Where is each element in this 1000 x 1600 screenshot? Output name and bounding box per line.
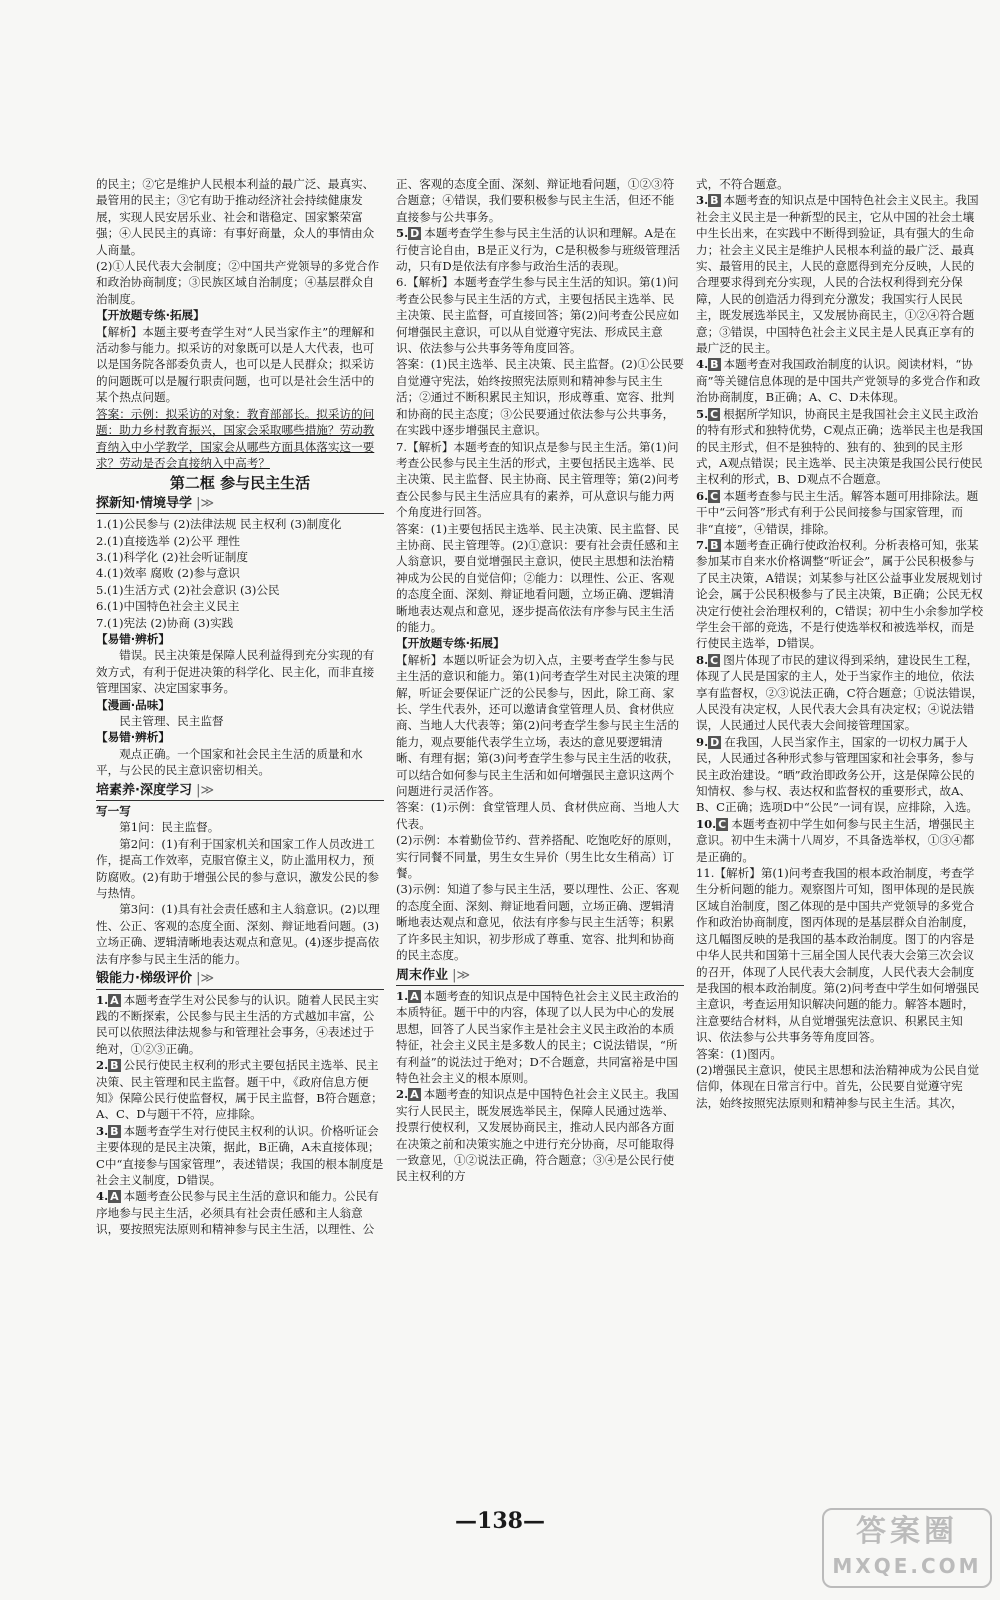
answer-text: 的民主；②它是维护人民根本利益的最广泛、最真实、最管用的民主；③它有助于推动经济社会持续健康发展，实现人民安居乐业、社会和谐稳定、国家繁荣富强；④人民民主的真谛：有事好商量，众人的事情由众人商量。 (96, 177, 375, 257)
section-tag: 【开放题专练·拓展】 (396, 636, 505, 651)
section-heading (396, 968, 684, 986)
analysis-text: 错误。民主决策是保障人民利益得到充分实现的有效方式，有利于促进决策的科学化、民主化，而非直接管理国家、决定国家事务。 (96, 648, 375, 696)
question-answer: 2. B 公民行使民主权利的形式主要包括民主选举、民主决策、民主管理和民主监督。题干中，《政府信息方便知》保障公民行使监督权，属于民主监督，B符合题意；A、C、D与题干不符，应排除。 (96, 1058, 383, 1122)
section-heading-text: 周末作业 (396, 967, 449, 983)
columns (96, 176, 984, 1506)
answer-text: (2)①人民代表大会制度；②中国共产党领导的多党合作和政治协商制度；③民族区域自治制度；④基层群众自治制度。 (96, 259, 380, 306)
answer-badge: A (110, 1190, 119, 1204)
answer-badge: B (710, 194, 719, 208)
answer-text: 式，不符合题意。 (696, 177, 789, 191)
list-item: 4.(1)效率 腐败 (2)参与意识 (96, 566, 241, 581)
answer-text: (3)示例：知道了参与民主生活，要以理性、公正、客观的态度全面、深刻、辩证地看问题，立场正确、逻辑清晰地表达观点和意见，依法有序参与民主生活等；积累了许多民主知识，初步形成了尊重、宽容、批判和协商的民主态度。 (396, 882, 680, 963)
list-item: 5.(1)生活方式 (2)社会意识 (3)公民 (96, 582, 280, 597)
answer-badge: C (710, 489, 719, 503)
analysis-text: 7.【解析】本题考查的知识点是参与民主生活。第(1)问考查公民参与民主生活的形式，主要包括民主选举、民主决策、民主监督、民主协商、民主管理等；第(2)问考查公民参与民主生活应具有的素养，可从意识与能力两个角度进行回答。 (396, 439, 680, 520)
analysis-text: 观点正确。一个国家和社会民主生活的质量和水平，与公民的民主意识密切相关。 (96, 746, 363, 778)
section-tag: 写一写 (96, 804, 131, 819)
chevron-right-icon: |≫ (191, 495, 215, 511)
question-answer: 8. C 图片体现了市民的建议得到采纳，建设民生工程，体现了人民是国家的主人，处于当家作主的地位，依法享有监督权，②③说法正确，C符合题意；①说法错误，人民没有决定权，人民代表大会具有决定权；④说法错误，人民通过人民代表大会间接管理国家。 (696, 652, 984, 733)
answer-badge: B (710, 538, 719, 552)
question-answer: 7. B 本题考查正确行使政治权利。分析表格可知，张某参加某市自来水价格调整“听证会”，属于公民积极参与了民主决策，A错误；刘某参与社区公益事业发展规划讨论会，属于公民积极参与了民主决策，B正确；公民无权决定行使社会治理权利的，C错误；初中生小余参加学校学生会干部的竞选，不是行使选举权和被选举权，而是行使民主选举，D错误。 (696, 537, 984, 651)
list-item: 3.(1)科学化 (2)社会听证制度 (96, 549, 248, 564)
answer-badge: D (710, 735, 720, 749)
answer-text: 答案：示例：拟采访的对象：教育部部长。拟采访的问题：助力乡村教育振兴，国家会采取哪些措施？劳动教育纳入中小学教学，国家会从哪些方面具体落实这一要求？劳动是否会直接纳入中高考？ (96, 406, 375, 470)
answer-text: (2)示例：本着勤俭节约、营养搭配、吃饱吃好的原则，实行同餐不同量，男生女生异价（男生比女生稍高）订餐。 (396, 833, 680, 881)
page-number: —138— (455, 1508, 545, 1534)
watermark-url: MXQE.COM (832, 1554, 982, 1578)
section-tag: 【漫画·品味】 (96, 697, 170, 712)
section-heading-text: 培素养·深度学习 (96, 782, 192, 798)
column-1 (96, 176, 384, 1506)
question-answer: 3. B 本题考查的知识点是中国特色社会主义民主。我国社会主义民主是一种新型的民主，它从中国的社会土壤中生长出来，在实践中不断得到验证，具有强大的生命力；社会主义民主是维护人民根本利益的最广泛、最真实、最管用的民主，人民的意愿得到充分反映，人民的合理要求得到充分实现，人民的合法权利得到充分保障，人民的创造活力得到充分激发；我国实行人民民主，既发展选举民主，又发展协商民主，①②④符合题意；③错误，中国特色社会主义民主是人民真正享有的最广泛的民主。 (696, 193, 979, 356)
answer-text: (2)增强民主意识，使民主思想和法治精神成为公民自觉信仰，体现在日常言行中。首先，公民要自觉遵守宪法，始终按照宪法原则和精神参与民主生活。其次， (696, 1062, 980, 1110)
question-answer: 2. A 本题考查的知识点是中国特色社会主义民主。我国实行人民民主，既发展选举民主，保障人民通过选举、投票行使权利，又发展协商民主，推动人民内部各方面在决策之前和决策实施之中进行充分协商，尽可能取得一致意见，①②说法正确，符合题意；③④是公民行使民主权利的方 (396, 1087, 679, 1184)
section-heading (96, 496, 384, 514)
answer-badge: A (410, 989, 419, 1003)
question-answer: 5. C 根据所学知识，协商民主是我国社会主义民主政治的特有形式和独特优势，C观点正确；选举民主也是我国的民主形式，但不是独特的、独有的、独到的民主形式，A观点错误；民主选举、民主决策是我国公民行使民主权利的形式，B、D观点不合题意。 (696, 406, 984, 487)
question-answer: 3. B 本题考查学生对行使民主权利的认识。价格听证会主要体现的是民主决策，据此，B正确，A未直接体现；C中“直接参与国家管理”，表述错误；我国的根本制度是社会主义制度，D错误。 (96, 1123, 384, 1187)
watermark-title: 答案圈 (856, 1514, 958, 1549)
answer-text: 答案：(1)图丙。 (696, 1046, 782, 1061)
column-3 (696, 176, 984, 1506)
answer-badge: C (710, 407, 719, 421)
answer-badge: D (410, 227, 420, 241)
answer-text: 答案：(1)民主选举、民主决策、民主监督。(2)①公民要自觉遵守宪法，始终按照宪法原则和精神参与民主生活；②通过不断积累民主知识，形成尊重、宽容、批判和协商的民主态度；③公民要通过依法参与公共事务，在实践中逐步增强民主意识。 (396, 357, 684, 438)
question-answer: 9. D 在我国，人民当家作主，国家的一切权力属于人民，人民通过各种形式参与管理国家和社会事务，参与民主政治建设。“晒”政治即政务公开，这是保障公民的知情权、参与权、表达权和监督权的重要形式，故A、B、C正确；选项D中“公民”一词有误，应排除，入选。 (696, 734, 979, 815)
answer-text: 答案：(1)示例：食堂管理人员、食材供应商、当地人大代表。 (396, 800, 680, 831)
column-2 (396, 176, 684, 1506)
answer-text: 第1问：民主监督。 (119, 820, 220, 835)
answer-badge: B (110, 1059, 119, 1073)
answer-text: 答案：(1)主要包括民主选举、民主决策、民主监督、民主协商、民主管理等。(2)①意识：要有社会责任感和主人翁意识，要自觉增强民主意识，使民主思想和法治精神成为公民的自觉信仰；②能力：以理性、公正、客观的态度全面、深刻、辩证地看问题，立场正确、逻辑清晰地表达观点和意见，逐步提高依法有序参与民主生活的能力。 (396, 521, 680, 634)
answer-badge: C (718, 817, 727, 831)
analysis-text: 6.【解析】本题考查学生参与民主生活的知识。第(1)问考查公民参与民主生活的方式，主要包括民主选举、民主决策、民主监督，可直接回答；第(2)问考查公民应如何增强民主意识，可以从自觉遵守宪法、形成民主意识、依法参与公共事务等角度回答。 (396, 275, 680, 356)
answer-text: 第3问：(1)具有社会责任感和主人翁意识。(2)以理性、公正、客观的态度全面、深刻、辩证地看问题。(3)立场正确、逻辑清晰地表达观点和意见。(4)逐步提高依法有序参与民主生活的能力。 (96, 902, 380, 966)
answer-text: 正、客观的态度全面、深刻、辩证地看问题，①②③符合题意；④错误，我们要积极参与民主生活，但还不能直接参与公共事务。 (396, 177, 675, 224)
question-answer: 5. D 本题考查学生参与民主生活的认识和理解。A是在行使言论自由，B是正义行为，C是积极参与班级管理活动，只有D是依法有序参与政治生活的表现。 (396, 226, 681, 274)
answer-text: 民主管理、民主监督 (119, 714, 224, 728)
chevron-right-icon: |≫ (191, 782, 215, 798)
list-item: 7.(1)宪法 (2)协商 (3)实践 (96, 615, 234, 630)
section-heading-text: 探新知·情境导学 (96, 495, 192, 511)
list-item: 2.(1)直接选举 (2)公平 理性 (96, 533, 241, 548)
question-answer: 10. C 本题考查初中学生如何参与民主生活，增强民主意识。初中生未满十八周岁，不具备选举权，①③④都是正确的。 (696, 816, 975, 864)
chapter-title: 第二框 参与民主生活 (169, 474, 311, 493)
answer-badge: B (710, 358, 719, 372)
question-answer: 4. B 本题考查对我国政治制度的认识。阅读材料，“协商”等关键信息体现的是中国共产党领导的多党合作和政治协商制度，B正确；A、C、D未体现。 (696, 357, 981, 405)
section-tag: 【易错·辨析】 (96, 730, 170, 745)
list-item: 1.(1)公民参与 (2)法律法规 民主权利 (3)制度化 (96, 517, 342, 532)
watermark-logo (822, 1508, 992, 1588)
section-heading (96, 783, 384, 801)
question-answer: 4. A 本题考查公民参与民主生活的意识和能力。公民有序地参与民主生活，必须具有社会责任感和主人翁意识，要按照宪法原则和精神参与民主生活，以理性、公 (96, 1189, 379, 1237)
question-answer: 1. A 本题考查学生对公民参与的认识。随着人民民主实践的不断探索，公民参与民主生活的方式越加丰富，公民可以依照法律法规参与和管理社会事务，④表述过于绝对，①②③正确。 (96, 992, 379, 1056)
analysis-text: 【解析】本题以听证会为切入点，主要考查学生参与民主生活的意识和能力。第(1)问考查学生对民主决策的理解，听证会要保证广泛的公民参与，因此，除工商、家长、学生代表外，还可以邀请食堂管理人员、食材供应商、当地人大代表等；第(2)问考查学生参与民主生活的能力，观点要能代表学生立场，表达的意见要逻辑清晰、有理有据；第(3)问考查学生参与民主生活的收获，可以结合如何参与民主生活和如何增强民主意识这两个问题进行灵活作答。 (396, 652, 680, 799)
chevron-right-icon: |≫ (448, 967, 471, 983)
section-tag: 【易错·辨析】 (96, 631, 170, 646)
section-tag: 【开放题专练·拓展】 (96, 308, 205, 323)
answer-badge: C (710, 653, 719, 667)
analysis-text: 【解析】本题主要考查学生对“人民当家作主”的理解和活动参与能力。拟采访的对象既可以是人大代表，也可以是国务院各部委负责人，也可以是人民群众；拟采访的问题既可以是履行职责问题，也可以是社会生活中的某个热点问题。 (96, 324, 375, 405)
answer-badge: A (410, 1088, 419, 1102)
section-heading-text: 锻能力·梯级评价 (96, 971, 192, 987)
question-answer: 6. C 本题考查参与民主生活。解答本题可用排除法。题干中“云问答”形式有利于公民间接参与国家管理，而非“直接”，④错误，排除。 (696, 488, 979, 536)
answer-text: 第2问：(1)有利于国家机关和国家工作人员改进工作，提高工作效率，克服官僚主义，防止滥用权力，预防腐败。(2)有助于增强公民的参与意识，激发公民的参与热情。 (96, 836, 380, 901)
question-answer: 1. A 本题考查的知识点是中国特色社会主义民主政治的本质特征。题干中的内容，体现了以人民为中心的发展思想，回答了人民当家作主是社会主义民主政治的本质特征，社会主义民主是多数人的民主；C说法错误，“所有利益”的说法过于绝对；D不合题意，共同富裕是中国特色社会主义的根本原则。 (396, 988, 679, 1085)
answer-badge: A (110, 993, 119, 1007)
answer-badge: B (110, 1124, 119, 1138)
chevron-right-icon: |≫ (191, 971, 215, 987)
section-heading (96, 971, 384, 989)
analysis-text: 11.【解析】第(1)问考查我国的根本政治制度，考查学生分析问题的能力。观察图片可知，图甲体现的是民族区域自治制度，图乙体现的是中国共产党领导的多党合作和政治协商制度，图丙体现的是基层群众自治制度，这几幅图反映的是我国的基本政治制度。图丁的内容是中华人民共和国第十三届全国人民代表大会第三次会议的召开，体现了人民代表大会制度，人民代表大会制度是我国的根本政治制度。第(2)问考查中学生如何增强民主意识，考查运用知识解决问题的能力。解答本题时，注意要结合材料，从自觉增强宪法意识、积累民主知识、依法参与公共事务等角度回答。 (696, 866, 980, 1045)
list-item: 6.(1)中国特色社会主义民主 (96, 599, 240, 614)
